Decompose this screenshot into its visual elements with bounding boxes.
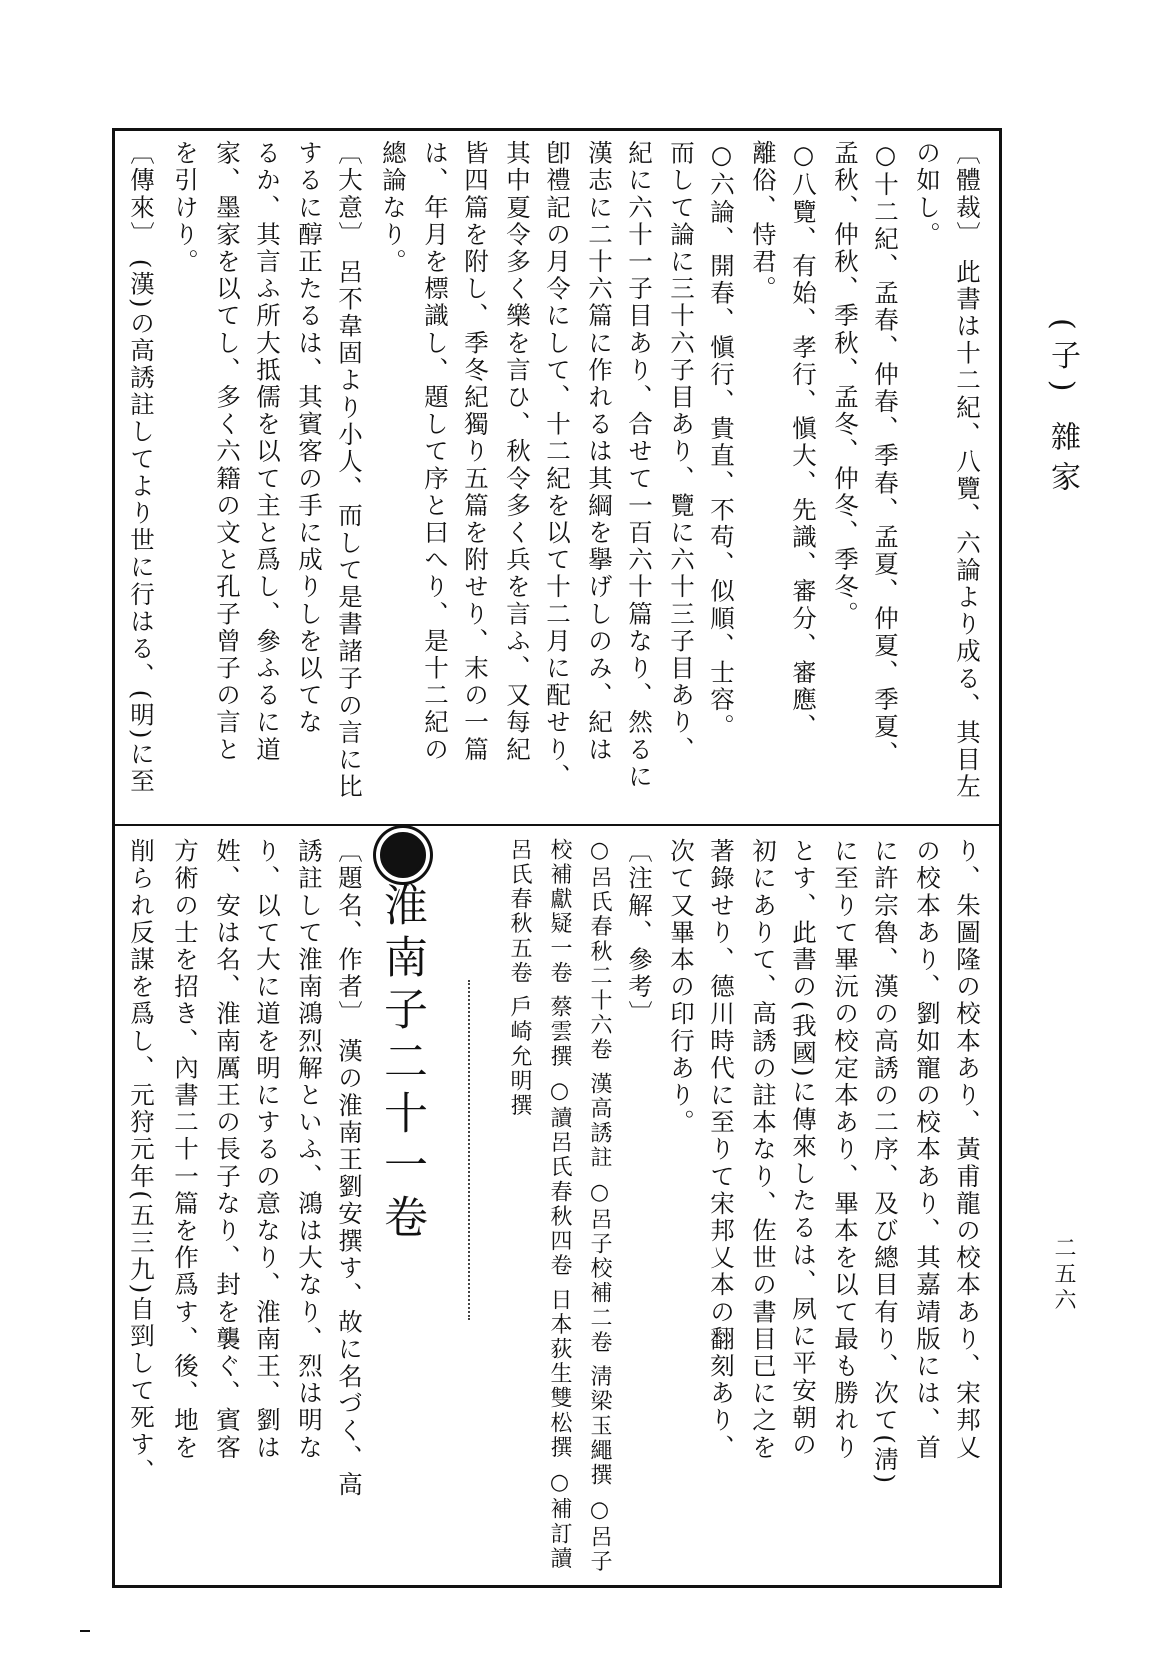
upper-line-6: 離俗、恃君。 bbox=[749, 140, 778, 303]
upper-line-17: するに醇正たるは、其賓客の手に成りしを以てな bbox=[295, 140, 324, 737]
lower-line-5: とす、此書の(我國)に傳來したるは、夙に平安朝の bbox=[789, 838, 818, 1459]
upper-line-18: るか、其言ふ所大抵儒を以て主と爲し、參ふるに道 bbox=[253, 140, 282, 764]
lower-line-4: に至りて畢沅の校定本あり、畢本を以て最も勝れり bbox=[831, 838, 860, 1462]
upper-line-11: 卽禮記の月令にして、十二紀を以て十二月に配せり、 bbox=[543, 140, 572, 791]
lower-notes-line-2: 校補獻疑一卷 蔡雲撰 ○讀呂氏春秋四卷 日本荻生雙松撰 ○補訂讀 bbox=[547, 838, 572, 1572]
lower-after-line-4: 姓、安は名、淮南厲王の長子なり、封を襲ぐ、賓客 bbox=[213, 838, 242, 1462]
lower-after-line-6: 削られ反謀を爲し、元狩元年(五三九)自剄して死す、 bbox=[127, 838, 156, 1486]
upper-line-9: 紀に六十一子目あり、合せて一百六十篇なり、然るに bbox=[625, 140, 654, 791]
upper-line-12: 其中夏令多く樂を言ひ、秋令多く兵を言ふ、又每紀 bbox=[503, 140, 532, 764]
lower-after-line-5: 方術の士を招き、內書二十一篇を作爲す、後、地を bbox=[171, 838, 200, 1462]
upper-line-15: 總論なり。 bbox=[379, 140, 408, 276]
lower-line-8: 次て又畢本の印行あり。 bbox=[667, 838, 696, 1137]
running-head: (子) 雜家 bbox=[1045, 318, 1080, 501]
middle-divider bbox=[112, 824, 1002, 826]
frame-top-rule bbox=[112, 128, 1002, 131]
upper-line-10: 漢志に二十六篇に作れるは其綱を擧げしのみ、紀は bbox=[585, 140, 614, 764]
lower-notes-heading: 〔注解、參考〕 bbox=[625, 838, 654, 1028]
upper-line-8: 而して論に三十六子目あり、覽に六十三子目あり、 bbox=[667, 140, 696, 764]
upper-line-21: 〔傳來〕 (漢)の高誘註してより世に行はる、(明)に至 bbox=[127, 140, 156, 796]
upper-line-4: 孟秋、仲秋、季秋、孟冬、仲冬、季冬。 bbox=[831, 140, 860, 628]
upper-line-19: 家、墨家を以てし、多く六籍の文と孔子曾子の言と bbox=[213, 140, 242, 764]
lower-notes-line-3: 呂氏春秋五卷 戶崎允明撰 bbox=[507, 838, 532, 1119]
lower-after-line-1: 〔題名、作者〕 漢の淮南王劉安撰す、故に名づく、高 bbox=[335, 838, 364, 1499]
upper-line-5: ○八覽、有始、孝行、愼大、先識、審分、審應、 bbox=[789, 140, 818, 741]
upper-line-3: ○十二紀、孟春、仲春、季春、孟夏、仲夏、季夏、 bbox=[871, 140, 900, 768]
upper-line-1: 〔體裁〕 此書は十二紀、八覽、六論より成る、其目左 bbox=[953, 140, 982, 801]
margin-mark bbox=[80, 1630, 90, 1632]
upper-line-13: 皆四篇を附し、季冬紀獨り五篇を附せり、末の一篇 bbox=[461, 140, 490, 764]
upper-line-7: ○六論、開春、愼行、貴直、不苟、似順、士容。 bbox=[707, 140, 736, 741]
lower-line-3: に許宗魯、漢の高誘の二序、及び總目有り、次て(淸) bbox=[871, 838, 900, 1486]
wavy-separator bbox=[468, 980, 470, 1320]
lower-after-line-2: 誘註して淮南鴻烈解といふ、鴻は大なり、烈は明な bbox=[295, 838, 324, 1462]
upper-line-14: は、年月を標識し、題して序と曰へり、是十二紀の bbox=[421, 140, 450, 764]
frame-bottom-rule bbox=[112, 1585, 1002, 1588]
upper-line-16: 〔大意〕 呂不韋固より小人、而して是書諸子の言に比 bbox=[335, 140, 364, 801]
section-title: 淮南子二十一卷 bbox=[376, 882, 427, 1246]
upper-line-2: の如し。 bbox=[913, 140, 942, 249]
frame-left-rule bbox=[112, 128, 115, 1588]
lower-notes-line-1: ○呂氏春秋二十六卷 漢高誘註 ○呂子校補二卷 淸梁玉繩撰 ○呂子 bbox=[587, 838, 612, 1575]
lower-after-line-3: り、以て大に道を明にするの意なり、淮南王、劉は bbox=[253, 838, 282, 1462]
lower-line-7: 著錄せり、德川時代に至りて宋邦乂本の翻刻あり、 bbox=[707, 838, 736, 1462]
lower-line-2: の校本あり、劉如寵の校本あり、其嘉靖版には、首 bbox=[913, 838, 942, 1462]
upper-line-20: を引けり。 bbox=[171, 140, 200, 276]
section-bullet-icon bbox=[380, 832, 426, 878]
lower-line-1: り、朱圖隆の校本あり、黃甫龍の校本あり、宋邦乂 bbox=[953, 838, 982, 1462]
lower-line-6: 初にありて、高誘の註本なり、佐世の書目已に之を bbox=[749, 838, 778, 1462]
frame-right-rule bbox=[999, 128, 1002, 1588]
page-number: 二五六 bbox=[1051, 1236, 1076, 1314]
